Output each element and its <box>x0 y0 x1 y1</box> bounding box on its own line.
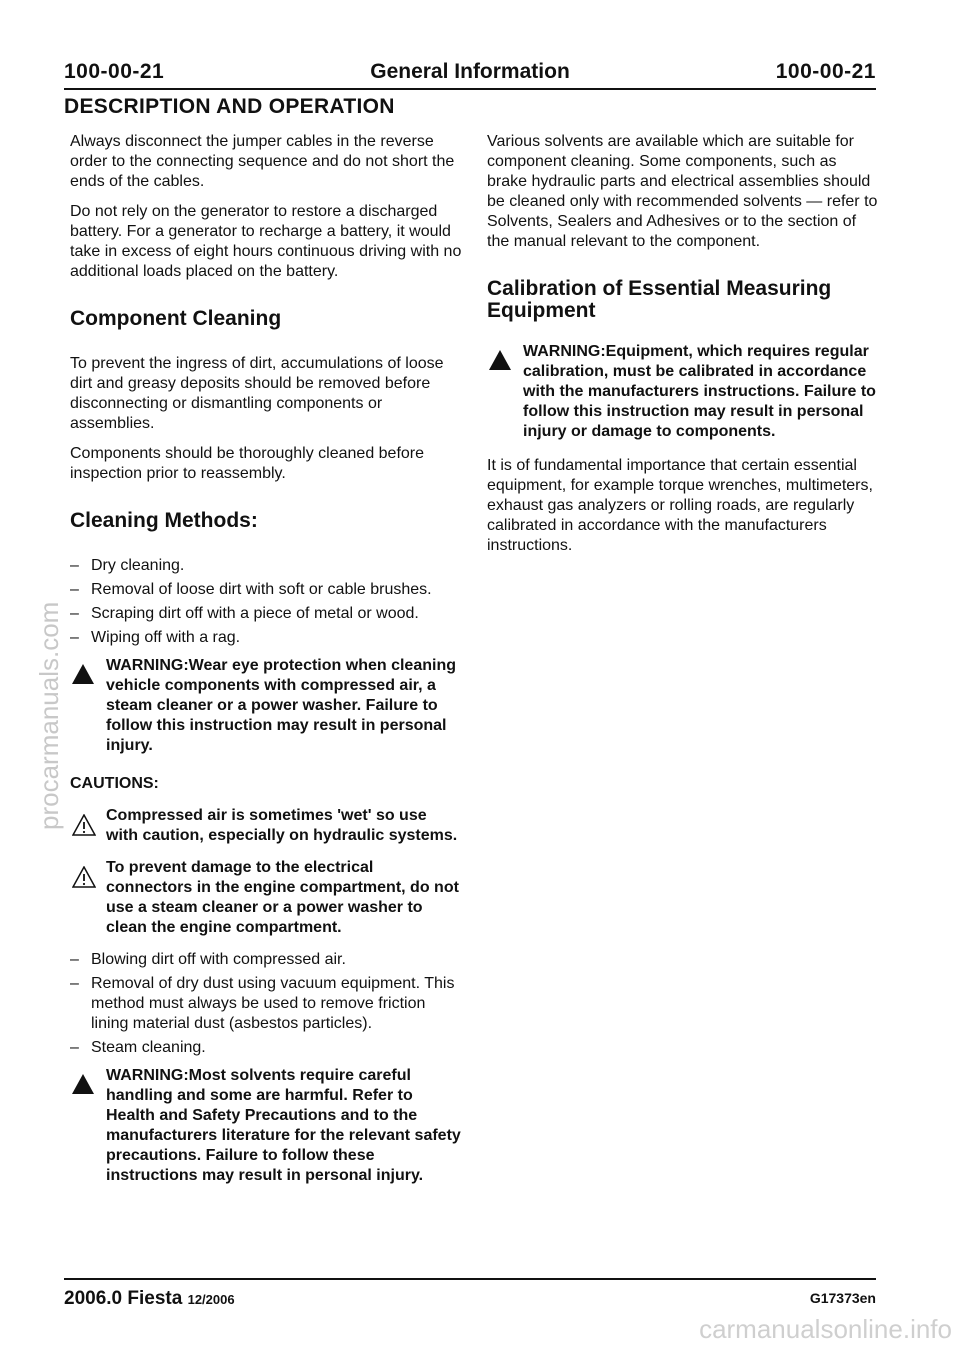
footer-date: 12/2006 <box>187 1292 235 1307</box>
generator-paragraph: Do not rely on the generator to restore a discharged battery. For a generator to recharge a battery, it would take in excess of eight hours continuous driving with no additional loads placed on the battery. <box>70 203 462 280</box>
solvents-warning: WARNING:Most solvents require careful handling and some are harmful. Refer to Health and Safety Precautions and to the manufacturers literature for the relevant safety precautions. Failure to follow these instructions may result in personal injury. <box>70 1066 462 1186</box>
caution-icon <box>72 866 96 888</box>
ingress-paragraph: To prevent the ingress of dirt, accumulations of loose dirt and greasy deposits should be removed before disconnecting or dismantling components or assemblies. <box>70 355 444 432</box>
electrical-connectors-caution: To prevent damage to the electrical connectors in the engine compartment, do not use a steam cleaner or a power washer to clean the engine compartment. <box>70 858 462 938</box>
list-item: – Steam cleaning. <box>70 1039 206 1056</box>
calibration-heading: Calibration of Essential Measuring Equipment <box>487 277 832 322</box>
page-number-left: 100-00-21 <box>64 60 165 83</box>
compressed-air-caution: Compressed air is sometimes 'wet' so use with caution, especially on hydraulic systems. <box>70 806 462 846</box>
page-header <box>64 60 876 90</box>
header-title: General Information <box>370 60 570 83</box>
eye-protection-warning: WARNING:Wear eye protection when cleaning vehicle components with compressed air, a steam cleaner or a power washer. Failure to follow this instruction may result in personal injury. <box>70 656 462 756</box>
left-column <box>70 132 462 1200</box>
jumper-cables-paragraph: Always disconnect the jumper cables in the reverse order to the connecting sequence and do not short the ends of the cables. <box>70 133 455 190</box>
calibration-warning: WARNING:Equipment, which requires regular calibration, must be calibrated in accordance with the manufacturers instructions. Failure to follow this instruction may result in personal injury or damage to components. <box>487 342 879 442</box>
solvents-paragraph: Various solvents are available which are suitable for component cleaning. Some components, such as brake hydraulic parts and electrical assemblies should be cleaned only with recommended solvents — refer to Solvents, Sealers and Adhesives or to the section of the manual relevant to the component. <box>487 133 878 250</box>
warning-icon <box>72 664 94 684</box>
cleaning-methods-heading: Cleaning Methods: <box>70 509 258 532</box>
list-item: – Wiping off with a rag. <box>70 629 241 646</box>
right-column <box>487 132 879 566</box>
cleaning-methods-list-2 <box>70 950 462 1058</box>
thorough-clean-paragraph: Components should be thoroughly cleaned before inspection prior to reassembly. <box>70 445 425 482</box>
list-item: – Removal of dry dust using vacuum equipment. This method must always be used to remove friction lining material dust (asbestos particles). <box>70 975 455 1032</box>
footer-model: 2006.0 Fiesta 12/2006 <box>64 1288 235 1309</box>
cautions-heading: CAUTIONS: <box>70 775 159 792</box>
list-item: – Scraping dirt off with a piece of metal or wood. <box>70 605 419 622</box>
bottom-watermark: carmanualsonline.info <box>699 1314 952 1344</box>
list-item: – Blowing dirt off with compressed air. <box>70 951 346 968</box>
page-number-right: 100-00-21 <box>775 60 876 83</box>
caution-icon <box>72 814 96 836</box>
warning-icon <box>489 350 511 370</box>
list-item: – Removal of loose dirt with soft or cable brushes. <box>70 581 432 598</box>
section-title: DESCRIPTION AND OPERATION <box>64 95 395 118</box>
page-footer <box>64 1278 876 1310</box>
component-cleaning-heading: Component Cleaning <box>70 307 282 330</box>
list-item: – Dry cleaning. <box>70 557 185 574</box>
side-watermark: procarmanuals.com <box>34 601 64 830</box>
cleaning-methods-list <box>70 556 462 648</box>
fundamental-importance-paragraph: It is of fundamental importance that certain essential equipment, for example torque wrenches, multimeters, exhaust gas analyzers or rolling roads, are regularly calibrated in accordance with the manufacturers instructions. <box>487 457 873 554</box>
footer-code: G17373en <box>809 1290 876 1306</box>
warning-icon <box>72 1074 94 1094</box>
